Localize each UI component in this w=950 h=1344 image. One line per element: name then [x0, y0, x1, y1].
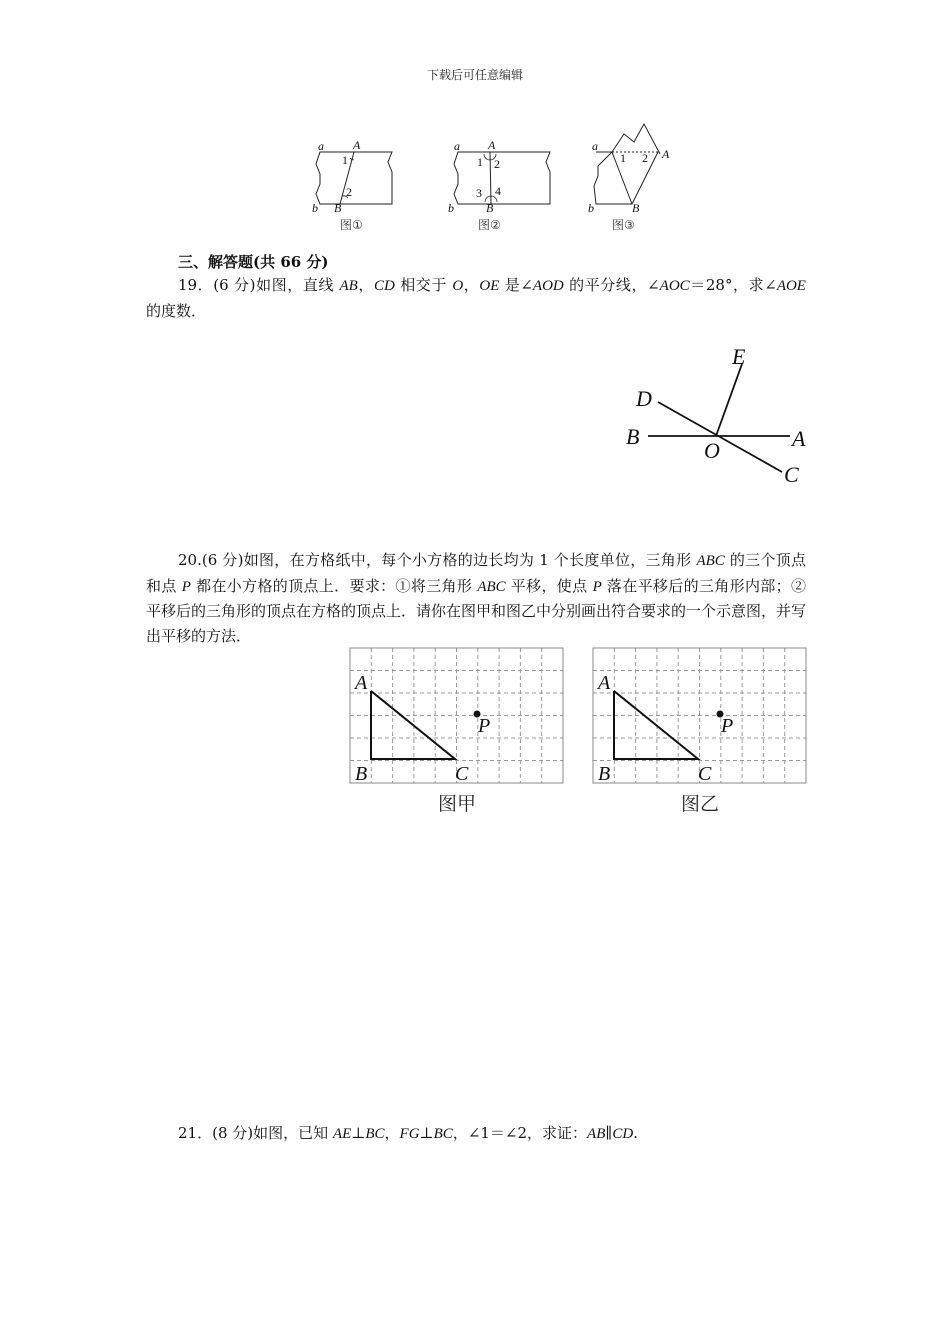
fold-figure-1 — [308, 136, 402, 234]
fold-figure-3-caption: 图③ — [612, 218, 635, 232]
label-C: C — [784, 462, 799, 487]
label-2: 2 — [346, 185, 352, 199]
page-header: 下载后可任意编辑 — [426, 68, 523, 82]
label-A: A — [598, 672, 611, 694]
label-2: 2 — [642, 151, 648, 165]
label-3: 3 — [476, 186, 482, 200]
fold-figure-2-caption: 图② — [478, 218, 501, 232]
label-B: B — [355, 763, 368, 785]
fold-figure-3 — [584, 120, 680, 234]
label-1: 1 — [342, 153, 348, 167]
label-a: a — [454, 139, 460, 153]
fold-figure-1-caption: 图① — [340, 218, 363, 232]
grid-jia-caption: 图甲 — [438, 793, 477, 815]
question-19: 19．(6 分)如图，直线 AB，CD 相交于 O，OE 是∠AOD 的平分线，∠AOC＝28°，求∠AOE 的度数． — [146, 276, 806, 320]
label-b: b — [448, 201, 454, 215]
label-1: 1 — [620, 151, 626, 165]
label-4: 4 — [495, 184, 501, 198]
label-D: D — [636, 386, 652, 411]
label-C: C — [455, 763, 469, 785]
label-P: P — [721, 715, 734, 737]
label-a: a — [592, 139, 598, 153]
question-20: 20.(6 分)如图，在方格纸中，每个小方格的边长均为 1 个长度单位，三角形 ABC 的三个顶点和点 P 都在小方格的顶点上．要求：①将三角形 ABC 平移，使点 P 落在平移后的三角形内部；②平移后的三角形的顶点在方格的顶点上．请你在图甲和图乙中分别画出符合要求的一个示意图，并写出平移的方法． — [146, 551, 807, 645]
label-B: B — [626, 424, 640, 449]
label-O: O — [704, 438, 720, 463]
question-21: 21．(8 分)如图，已知 AE⊥BC，FG⊥BC，∠1＝∠2，求证：AB∥CD. — [178, 1124, 638, 1142]
section-title: 三、解答题(共 66 分) — [178, 253, 329, 271]
label-A: A — [662, 147, 670, 161]
label-A: A — [355, 672, 368, 694]
label-B: B — [486, 201, 494, 215]
q19-figure — [620, 340, 820, 492]
label-B: B — [598, 763, 611, 785]
label-A: A — [792, 426, 806, 451]
label-2: 2 — [494, 157, 500, 171]
grid-yi-caption: 图乙 — [681, 793, 720, 815]
grid-figure-yi — [591, 646, 809, 818]
label-1: 1 — [477, 155, 483, 169]
label-C: C — [698, 763, 712, 785]
label-A: A — [488, 138, 496, 152]
label-E: E — [732, 344, 746, 369]
label-A: A — [353, 138, 361, 152]
label-B: B — [334, 201, 342, 215]
label-b: b — [588, 201, 594, 215]
label-P: P — [478, 715, 491, 737]
fold-figure-2 — [444, 136, 556, 234]
label-b: b — [312, 201, 318, 215]
label-B: B — [632, 201, 640, 215]
grid-figure-jia — [348, 646, 566, 818]
label-a: a — [318, 139, 324, 153]
